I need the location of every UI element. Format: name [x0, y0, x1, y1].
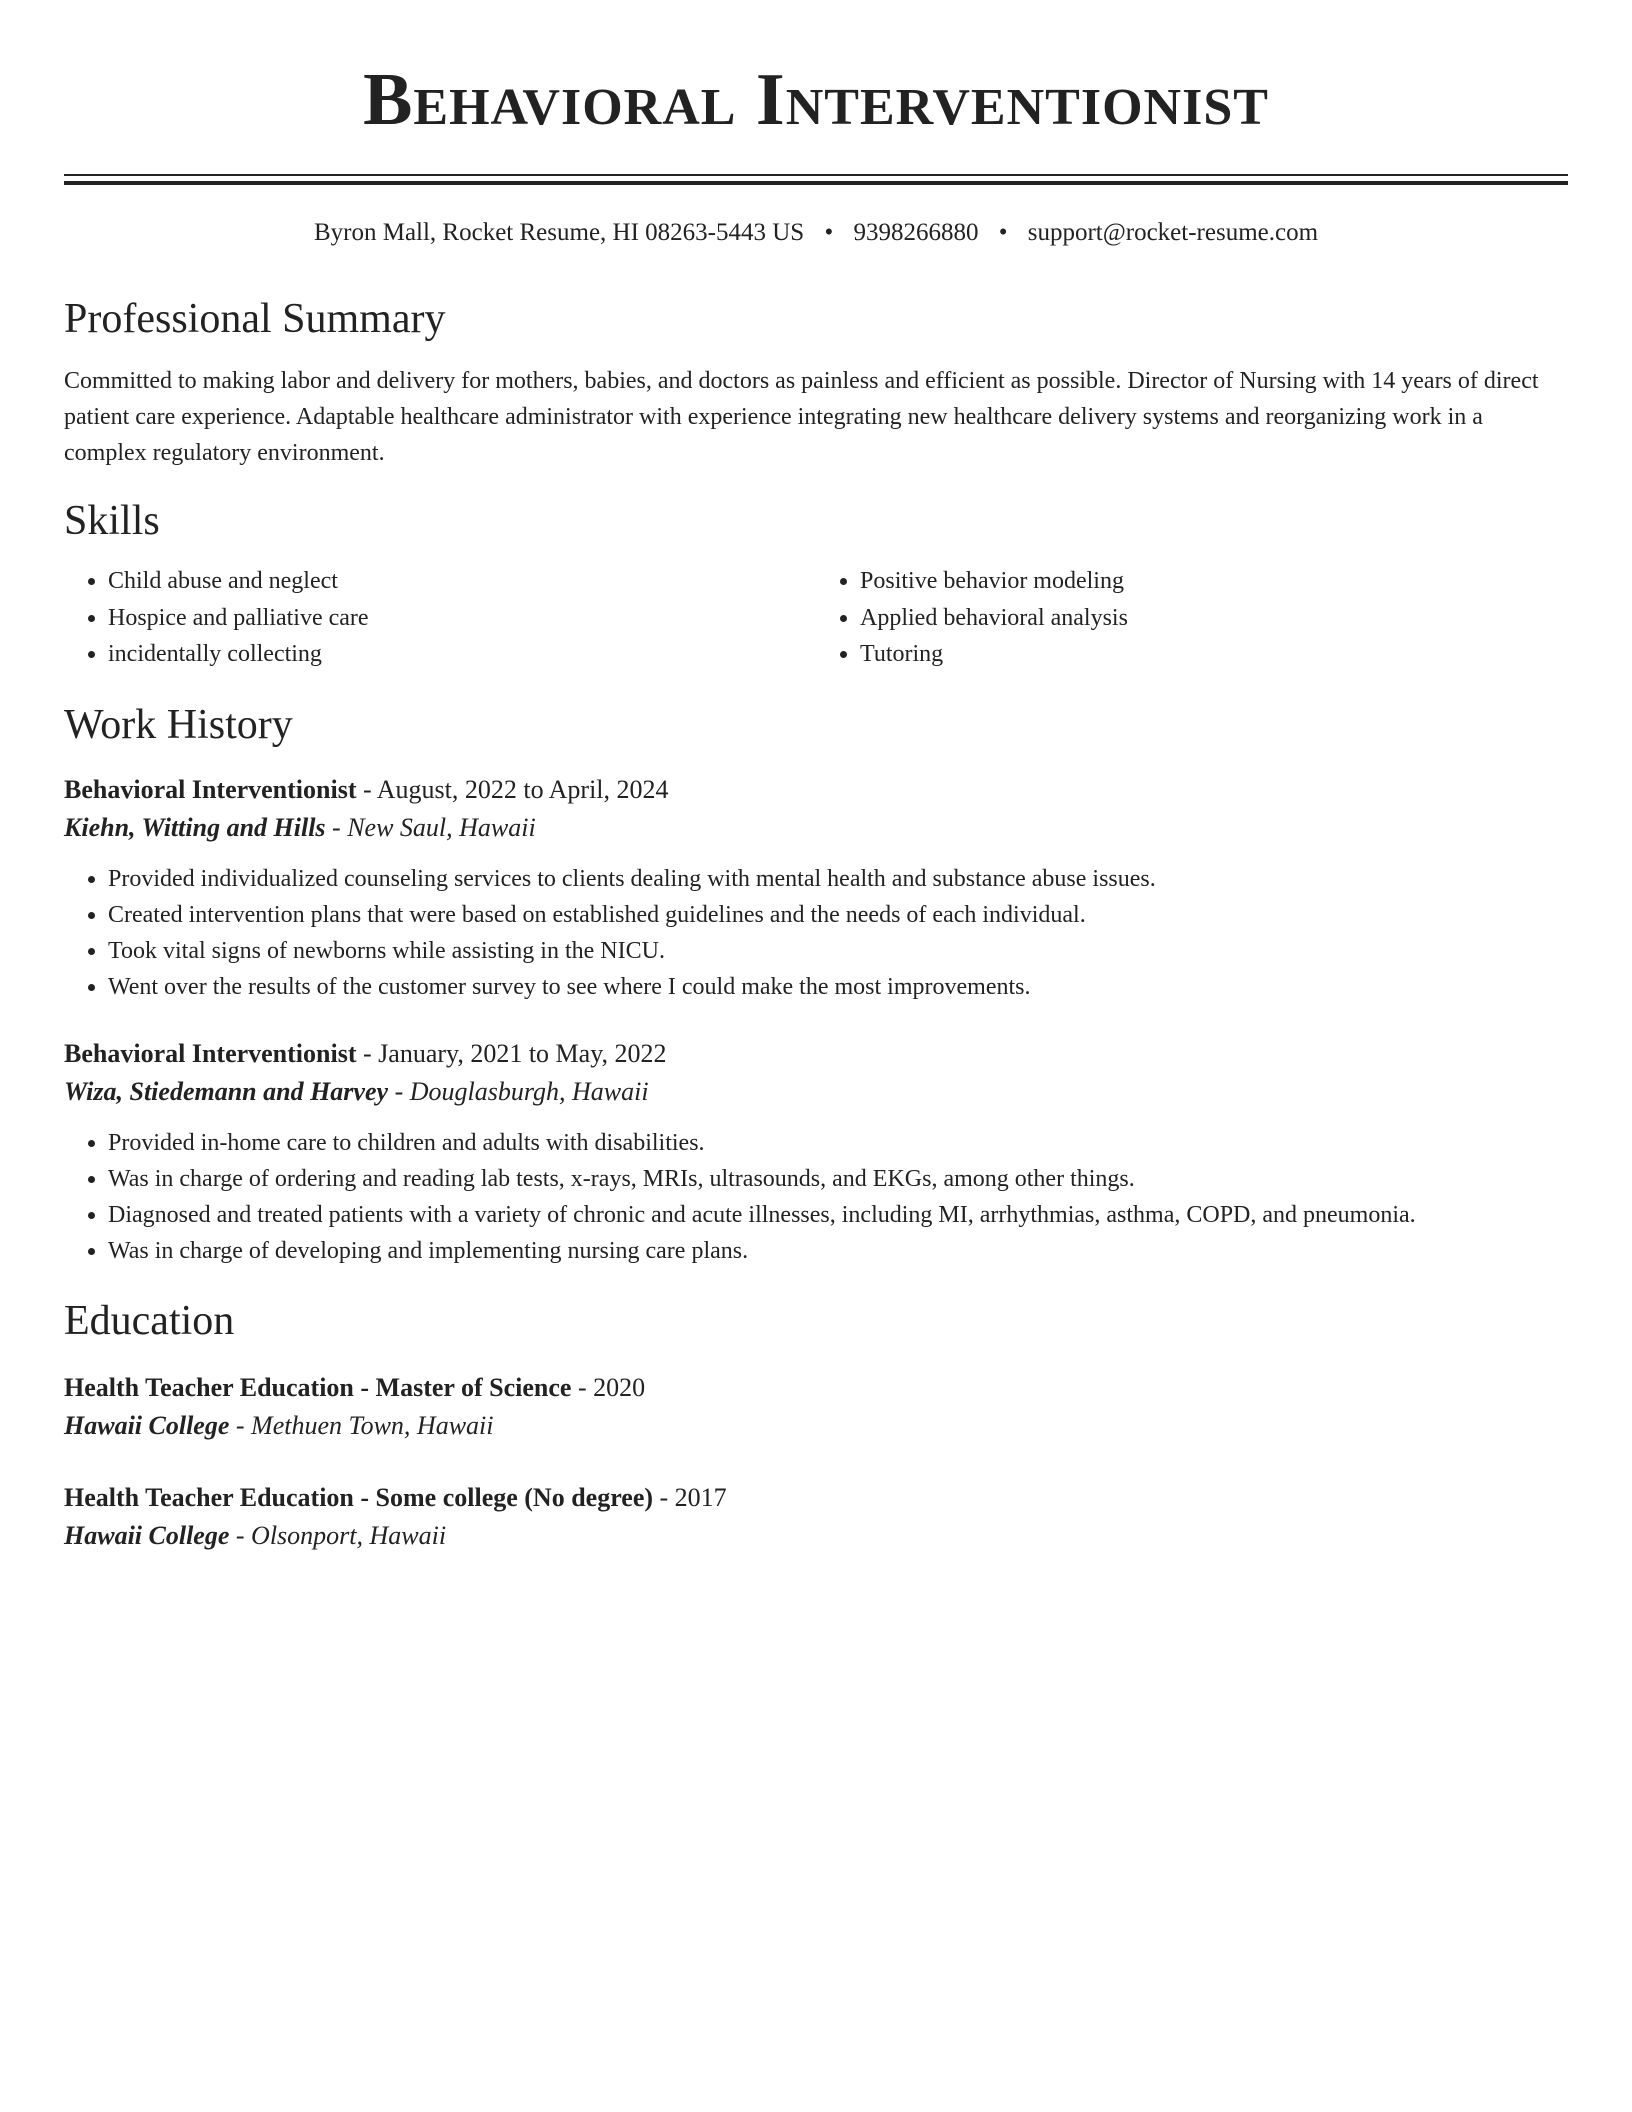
- skill-item: • Positive behavior modeling: [860, 563, 1568, 600]
- skill-item: • Tutoring: [860, 636, 1568, 673]
- job-dates: - January, 2021 to May, 2022: [356, 1038, 667, 1068]
- job-bullet: • Was in charge of developing and implementing nursing care plans.: [108, 1233, 1568, 1269]
- resume-title: Behavioral Interventionist: [363, 59, 1269, 141]
- education-school-line: [64, 1517, 1568, 1555]
- job-company: Kiehn, Witting and Hills: [64, 812, 326, 842]
- skills-list: [64, 563, 1568, 673]
- education-entry: [64, 1479, 1568, 1555]
- work-entry: [64, 1035, 1568, 1269]
- contact-address: Byron Mall, Rocket Resume, HI 08263-5443 US: [313, 219, 805, 246]
- title-divider: [64, 174, 1568, 185]
- education-school-line: [64, 1407, 1568, 1445]
- education-school: Hawaii College: [64, 1520, 230, 1550]
- job-dates: - August, 2022 to April, 2024: [356, 774, 669, 804]
- education-heading: Education: [64, 1297, 235, 1344]
- job-bullet: • Diagnosed and treated patients with a variety of chronic and acute illnesses, including MI, arrhythmias, asthma, COPD, and pneumonia.: [108, 1197, 1568, 1233]
- summary-heading: Professional Summary: [64, 296, 446, 342]
- job-company: Wiza, Stiedemann and Harvey: [64, 1076, 389, 1106]
- divider-thick-line: [64, 181, 1568, 185]
- job-title-line: [64, 1035, 1568, 1073]
- education-location: - Olsonport, Hawaii: [229, 1520, 447, 1550]
- job-bullets: [64, 1125, 1568, 1269]
- education-year: - 2020: [571, 1372, 646, 1402]
- job-company-line: [64, 1073, 1568, 1111]
- job-bullet: • Went over the results of the customer survey to see where I could make the most improvements.: [108, 969, 1568, 1005]
- education-year: - 2017: [653, 1482, 727, 1512]
- work-entry: [64, 771, 1568, 1005]
- education-location: - Methuen Town, Hawaii: [229, 1410, 494, 1440]
- contact-line: [64, 217, 1568, 249]
- job-title: Behavioral Interventionist: [64, 1038, 357, 1068]
- skill-item: • Child abuse and neglect: [108, 563, 816, 600]
- job-location: - New Saul, Hawaii: [325, 812, 536, 842]
- summary-text: Committed to making labor and delivery for mothers, babies, and doctors as painless and efficient as possible. Director of Nursing with 14 years of direct patient care experience. Adaptable healthcare administrator with experience integrating new healthcare delivery systems and reorganizing work in a complex regulatory environment.: [64, 368, 1539, 466]
- education-degree-line: [64, 1369, 1568, 1407]
- job-bullet: • Created intervention plans that were based on established guidelines and the needs of each individual.: [108, 897, 1568, 933]
- job-bullet: • Provided in-home care to children and adults with disabilities.: [108, 1125, 1568, 1161]
- job-bullet: • Was in charge of ordering and reading lab tests, x-rays, MRIs, ultrasounds, and EKGs, among other things.: [108, 1161, 1568, 1197]
- job-location: - Douglasburgh, Hawaii: [388, 1076, 649, 1106]
- education-degree: Health Teacher Education - Master of Science: [64, 1372, 572, 1402]
- contact-phone: 9398266880: [853, 219, 979, 246]
- education-degree-line: [64, 1479, 1568, 1517]
- education-entry: [64, 1369, 1568, 1445]
- job-title-line: [64, 771, 1568, 809]
- education-degree: Health Teacher Education - Some college (No degree): [64, 1482, 654, 1512]
- skill-item: • incidentally collecting: [108, 636, 816, 673]
- skills-column-right: [816, 563, 1568, 673]
- job-title: Behavioral Interventionist: [64, 774, 357, 804]
- job-bullets: [64, 861, 1568, 1005]
- contact-email: support@rocket-resume.com: [1027, 219, 1319, 246]
- job-company-line: [64, 809, 1568, 847]
- contact-separator: •: [824, 219, 834, 246]
- skills-heading: Skills: [64, 498, 160, 544]
- job-bullet: • Provided individualized counseling services to clients dealing with mental health and substance abuse issues.: [108, 861, 1568, 897]
- job-bullet: • Took vital signs of newborns while assisting in the NICU.: [108, 933, 1568, 969]
- skills-column-left: [64, 563, 816, 673]
- education-school: Hawaii College: [64, 1410, 230, 1440]
- skill-item: • Hospice and palliative care: [108, 600, 816, 637]
- contact-separator: •: [998, 219, 1008, 246]
- skill-item: • Applied behavioral analysis: [860, 600, 1568, 637]
- work-history-heading: Work History: [64, 701, 293, 748]
